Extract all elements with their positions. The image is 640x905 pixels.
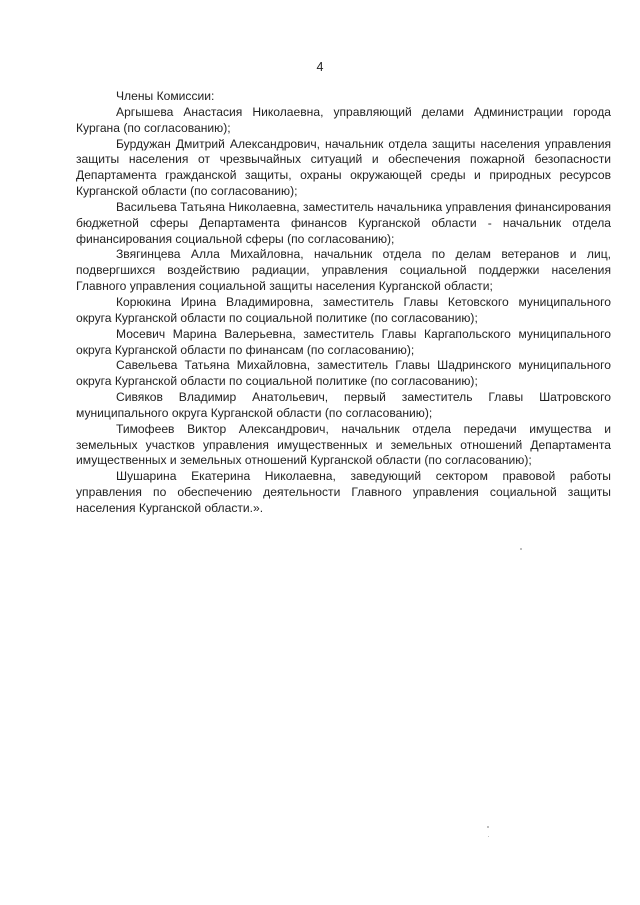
page-number: 4: [316, 60, 324, 74]
member-entry: Сивяков Владимир Анатольевич, первый заместитель Главы Шатровского муниципального округа Курганской области (по согласованию);: [76, 390, 611, 420]
member-entry: Аргышева Анастасия Николаевна, управляющий делами Администрации города Кургана (по согласованию);: [76, 104, 611, 135]
member-entry: Звягинцева Алла Михайловна, начальник отдела по делам ветеранов и лиц, подвергшихся воздействию радиации, управления социальной поддержки населения Главного управления социальной защиты населения Курганской области;: [76, 247, 611, 294]
scan-speck: [520, 548, 522, 550]
scan-speck: [487, 826, 489, 828]
scan-speck: [488, 836, 489, 837]
section-heading: Члены Комиссии:: [116, 89, 215, 103]
member-entry: Тимофеев Виктор Александрович, начальник отдела передачи имущества и земельных участков управления имущественных и земельных отношений Департамента имущественных и земельных отношений Курганской области (по согласованию);: [76, 421, 611, 468]
member-entry: Савельева Татьяна Михайловна, заместитель Главы Шадринского муниципального округа Курганской области по социальной политике (по согласованию);: [76, 358, 611, 389]
member-entry: Васильева Татьяна Николаевна, заместитель начальника управления финансирования бюджетной сферы Департамента финансов Курганской области - начальник отдела финансирования социальной сферы (по согласованию);: [76, 199, 612, 246]
member-entry: Мосевич Марина Валерьевна, заместитель Главы Каргапольского муниципального округа Курганской области по финансам (по согласованию);: [76, 326, 611, 357]
member-entry: Корюкина Ирина Владимировна, заместитель Главы Кетовского муниципального округа Курганской области по социальной политике (по согласованию);: [76, 294, 611, 325]
member-entry: Бурдужан Дмитрий Александрович, начальник отдела защиты населения управления защиты населения от чрезвычайных ситуаций и обеспечения пожарной безопасности Департамента гражданской защиты, охраны окружающей среды и природных ресурсов Курганской области (по согласованию);: [76, 136, 611, 199]
commission-members-section: [76, 89, 611, 517]
member-entry: Шушарина Екатерина Николаевна, заведующий сектором правовой работы управления по обеспечению деятельности Главного управления социальной защиты населения Курганской области.».: [76, 469, 611, 515]
